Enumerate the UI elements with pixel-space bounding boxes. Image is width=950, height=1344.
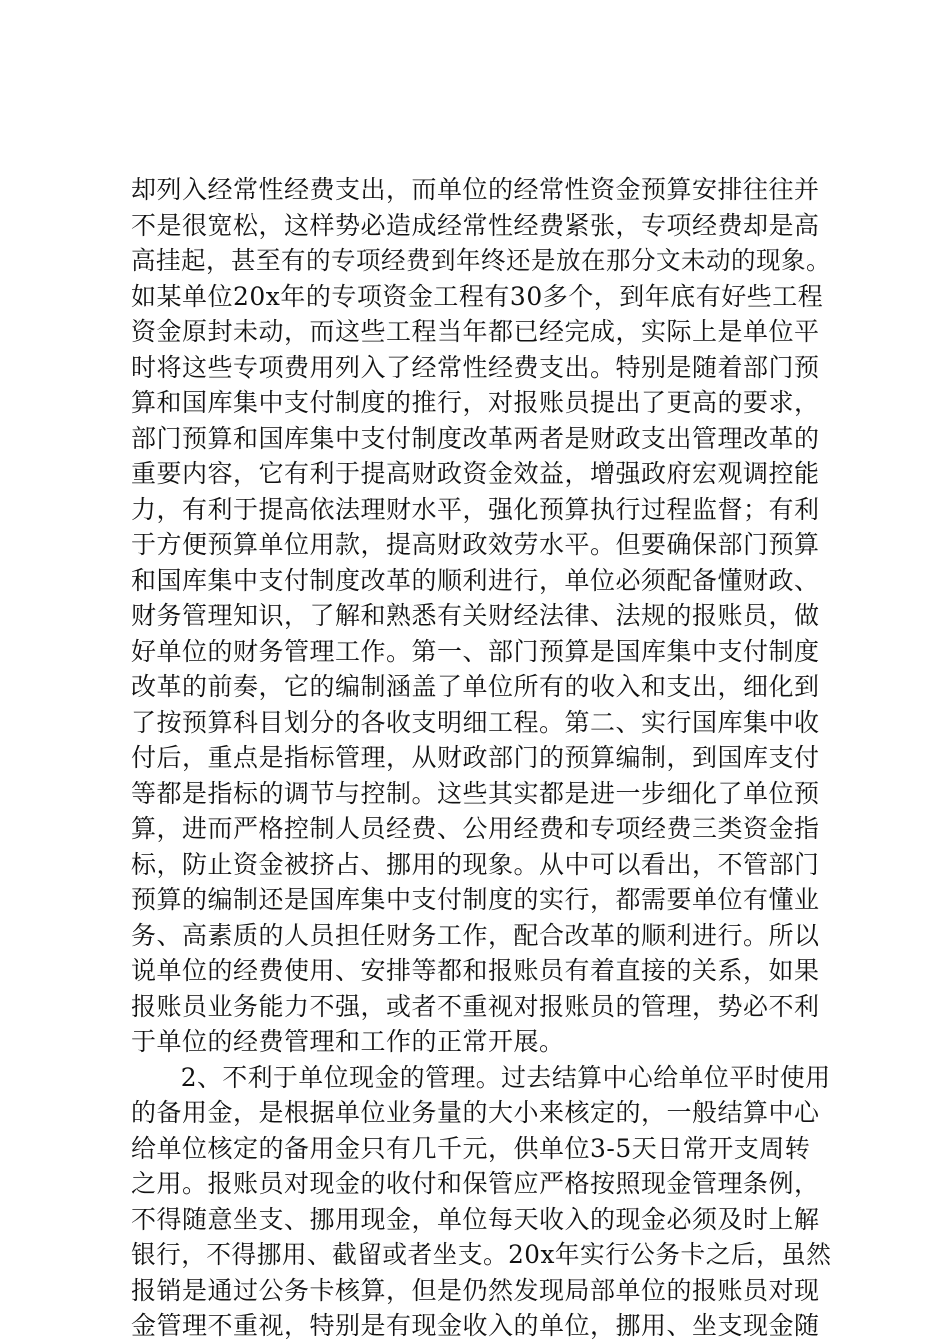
text-line: 报销是通过公务卡核算，但是仍然发现局部单位的报账员对现	[131, 1275, 820, 1305]
text-line: 财务管理知识，了解和熟悉有关财经法律、法规的报账员，做	[131, 601, 820, 630]
text-line: 于方便预算单位用款，提高财政效劳水平。但要确保部门预算	[131, 530, 820, 559]
text-line: 等都是指标的调节与控制。这些其实都是进一步细化了单位预	[131, 778, 820, 808]
text-line: 于单位的经费管理和工作的正常开展。	[131, 1027, 565, 1056]
text-line: 高挂起，甚至有的专项经费到年终还是放在那分文未动的现象。	[131, 246, 832, 275]
text-line: 算，进而严格控制人员经费、公用经费和专项经费三类资金指	[131, 814, 820, 843]
text-line: 金管理不重视，特别是有现金收入的单位，挪用、坐支现金随	[131, 1311, 820, 1340]
body-text	[131, 172, 831, 1344]
text-line: 务、高素质的人员担任财务工作，配合改革的顺利进行。所以	[131, 920, 820, 950]
text-line: 标，防止资金被挤占、挪用的现象。从中可以看出，不管部门	[131, 849, 820, 879]
text-line: 却列入经常性经费支出，而单位的经常性资金预算安排往往并	[131, 175, 820, 204]
text-line: 不是很宽松，这样势必造成经常性经费紧张，专项经费却是高	[131, 210, 820, 240]
text-line: 给单位核定的备用金只有几千元，供单位3-5天日常开支周转	[131, 1133, 811, 1163]
text-line: 报账员业务能力不强，或者不重视对报账员的管理，势必不利	[131, 991, 820, 1021]
text-line: 改革的前奏，它的编制涵盖了单位所有的收入和支出，细化到	[131, 672, 820, 701]
text-line: 部门预算和国库集中支付制度改革两者是财政支出管理改革的	[131, 423, 820, 453]
text-line: 预算的编制还是国库集中支付制度的实行，都需要单位有懂业	[131, 885, 820, 914]
text-line: 和国库集中支付制度改革的顺利进行，单位必须配备懂财政、	[131, 565, 820, 595]
text-line: 银行，不得挪用、截留或者坐支。20x年实行公务卡之后，虽然	[131, 1240, 832, 1269]
text-line: 说单位的经费使用、安排等都和报账员有着直接的关系，如果	[131, 956, 820, 985]
text-line: 算和国库集中支付制度的推行，对报账员提出了更高的要求，	[131, 388, 820, 417]
text-line: 如某单位20x年的专项资金工程有30多个，到年底有好些工程	[131, 281, 824, 311]
text-line: 重要内容，它有利于提高财政资金效益，增强政府宏观调控能	[131, 459, 820, 488]
text-line: 资金原封未动，而这些工程当年都已经完成，实际上是单位平	[131, 317, 820, 346]
text-line: 了按预算科目划分的各收支明细工程。第二、实行国库集中收	[131, 707, 820, 737]
text-line: 好单位的财务管理工作。第一、部门预算是国库集中支付制度	[131, 636, 820, 666]
text-line: 的备用金，是根据单位业务量的大小来核定的，一般结算中心	[131, 1098, 820, 1127]
text-line: 之用。报账员对现金的收付和保管应严格按照现金管理条例，	[131, 1169, 820, 1198]
text-line: 力，有利于提高依法理财水平，强化预算执行过程监督；有利	[131, 494, 820, 524]
text-line: 付后，重点是指标管理，从财政部门的预算编制，到国库支付	[131, 743, 820, 772]
paragraph-start-line: 2、不利于单位现金的管理。过去结算中心给单位平时使用	[180, 1062, 831, 1092]
text-line: 时将这些专项费用列入了经常性经费支出。特别是随着部门预	[131, 352, 820, 382]
text-line: 不得随意坐支、挪用现金，单位每天收入的现金必须及时上解	[131, 1204, 820, 1234]
